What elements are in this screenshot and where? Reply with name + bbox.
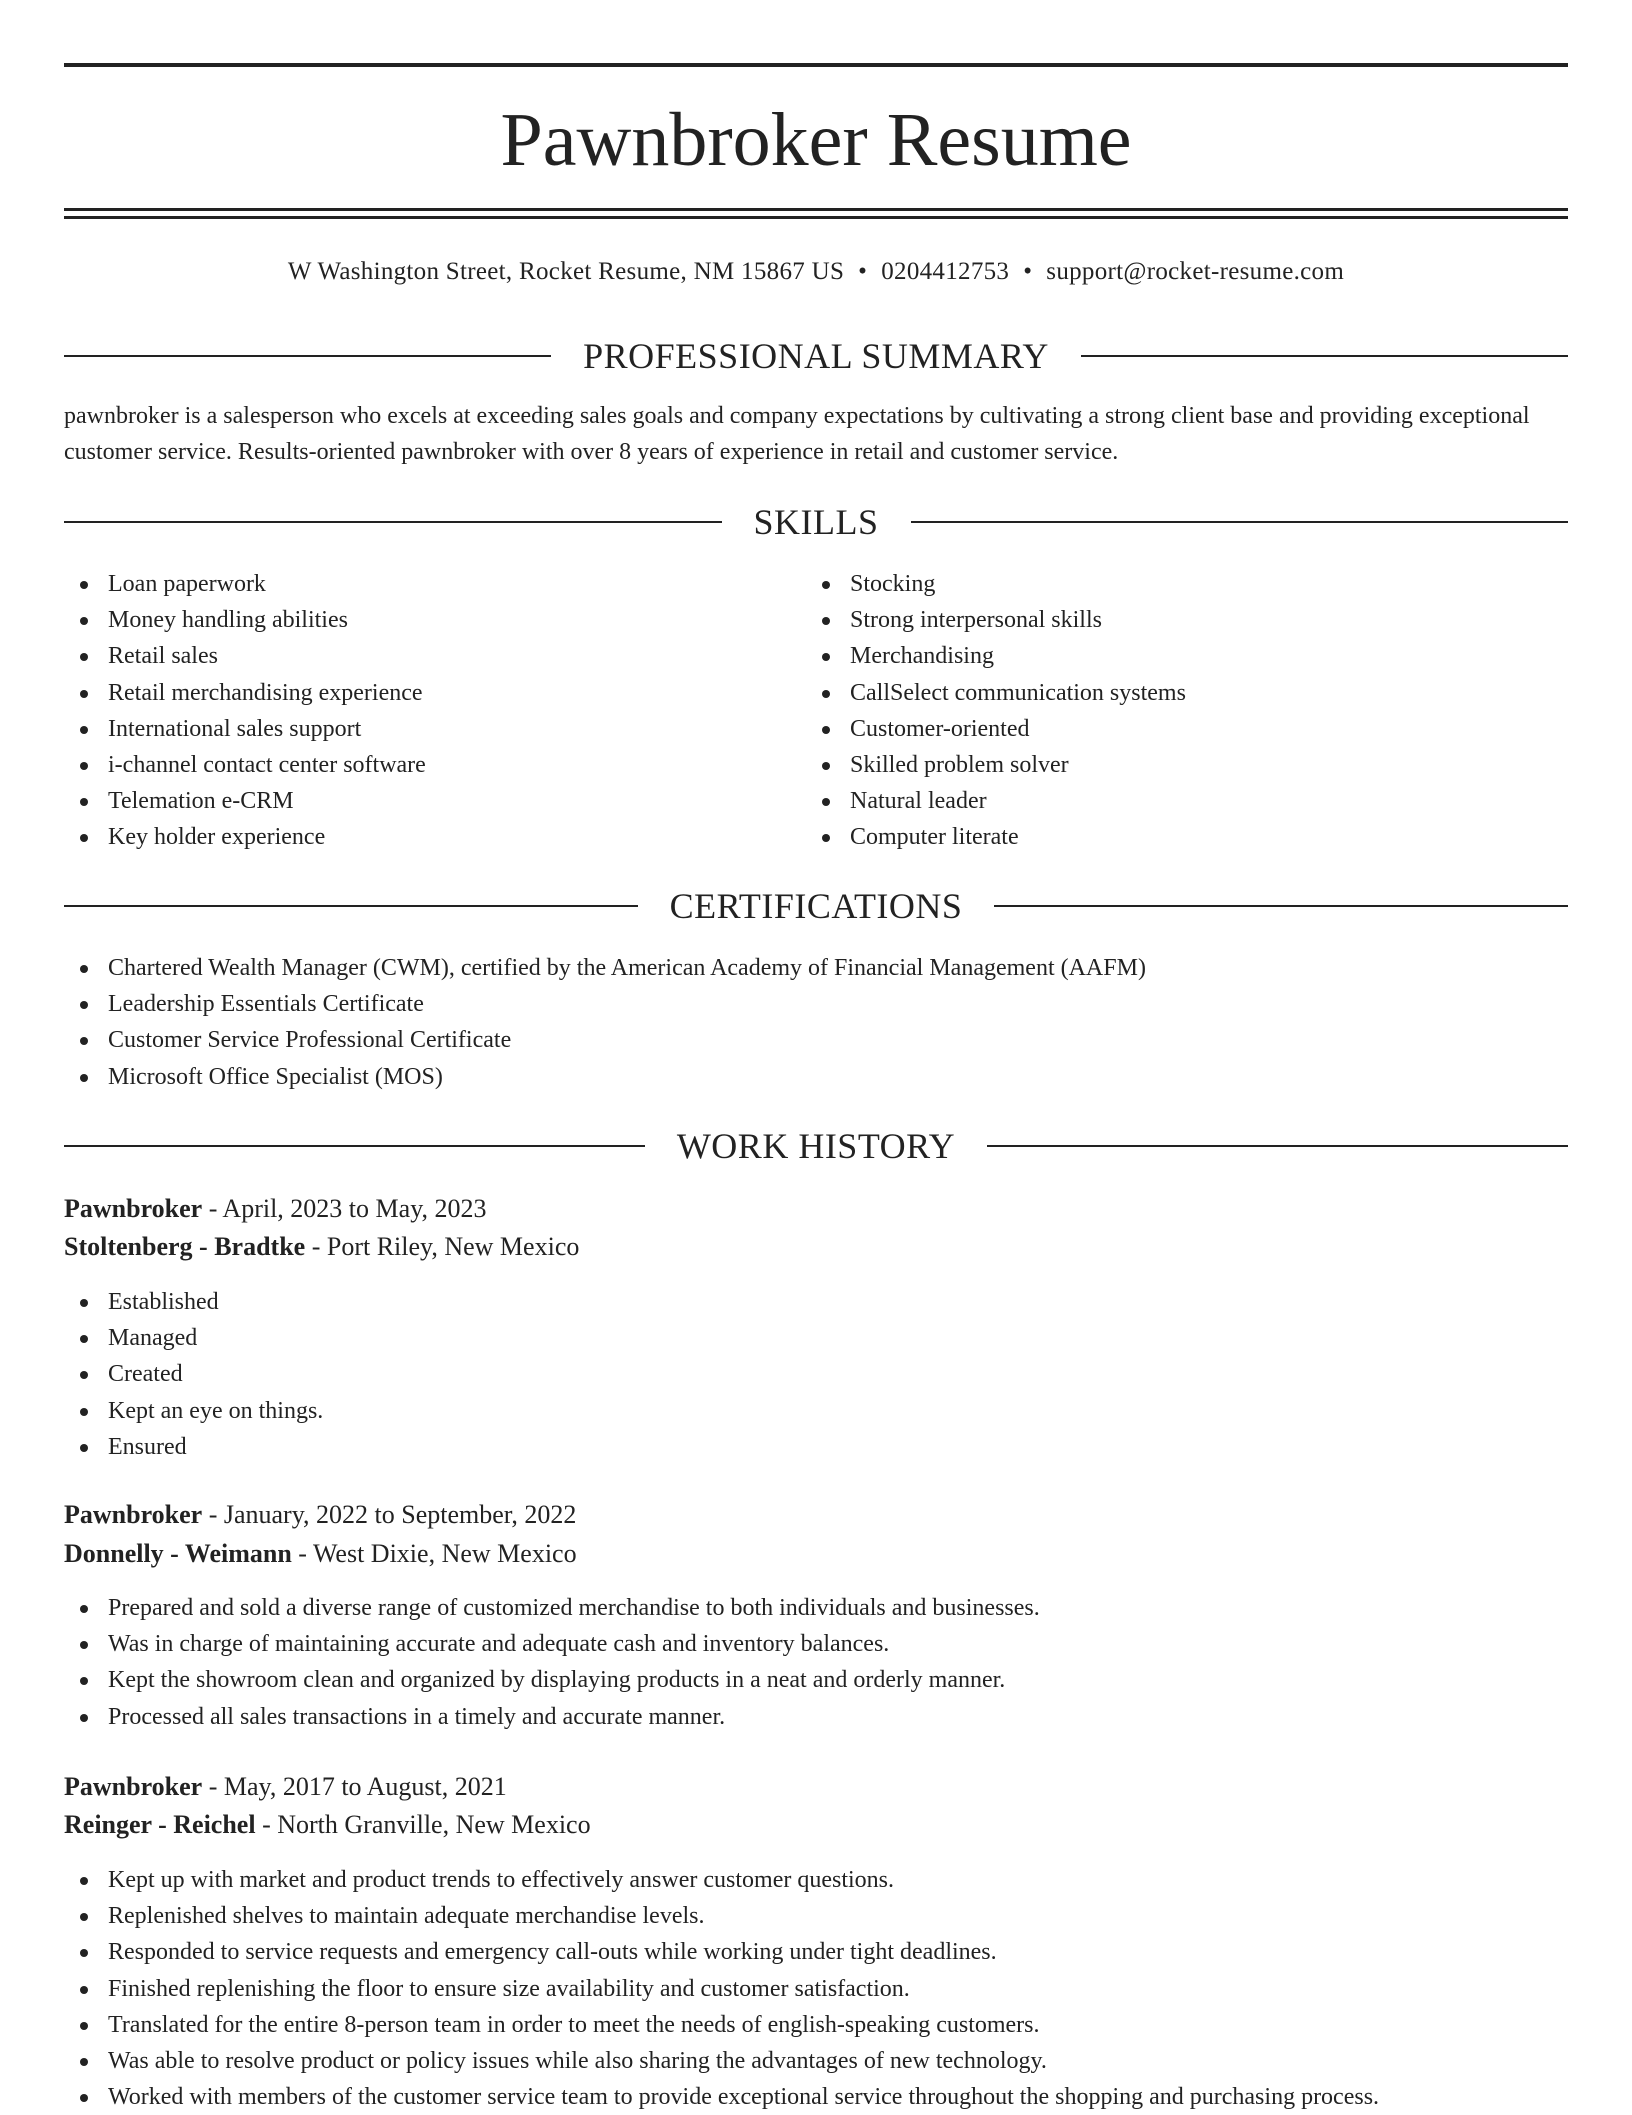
contact-separator: • [858, 258, 868, 285]
job-bullet: Kept up with market and product trends to effectively answer customer questions. [64, 1862, 1379, 1898]
job-bullet: Ensured [64, 1429, 323, 1465]
job-bullets [64, 1590, 1040, 1735]
skill-item: Computer literate [806, 819, 1186, 855]
skill-item: Natural leader [806, 783, 1186, 819]
header-rule-2 [64, 216, 1568, 219]
job-dates: - January, 2022 to September, 2022 [202, 1500, 577, 1529]
divider-line [994, 905, 1568, 907]
job-dates: - May, 2017 to August, 2021 [202, 1772, 507, 1801]
job-bullet: Kept an eye on things. [64, 1393, 323, 1429]
job-company: Donnelly - Weimann [64, 1539, 292, 1568]
contact-separator: • [1023, 258, 1033, 285]
skills-heading-label: SKILLS [753, 502, 879, 542]
contact-address: W Washington Street, Rocket Resume, NM 15867 US [287, 258, 845, 285]
job-bullets [64, 1284, 323, 1465]
job-dates: - April, 2023 to May, 2023 [202, 1194, 487, 1223]
divider-line [64, 905, 638, 907]
skill-item: Telemation e-CRM [64, 783, 426, 819]
certification-item: Leadership Essentials Certificate [64, 986, 1146, 1022]
contact-info [64, 254, 1568, 290]
summary-section-heading [64, 336, 1568, 376]
divider-line [987, 1145, 1568, 1147]
divider-line [1081, 355, 1568, 357]
job-title: Pawnbroker [64, 1772, 203, 1801]
work-history-section-heading [64, 1126, 1568, 1166]
skill-item: Stocking [806, 566, 1186, 602]
job-location: - Port Riley, New Mexico [305, 1232, 580, 1261]
job-title-line [64, 1190, 487, 1228]
job-bullets [64, 1862, 1379, 2115]
skill-item: Retail merchandising experience [64, 675, 426, 711]
skill-item: CallSelect communication systems [806, 675, 1186, 711]
divider-line [64, 521, 722, 523]
certification-item: Microsoft Office Specialist (MOS) [64, 1059, 1146, 1095]
job-company-line [64, 1806, 591, 1844]
skill-item: Merchandising [806, 638, 1186, 674]
skill-item: i-channel contact center software [64, 747, 426, 783]
skill-item: Strong interpersonal skills [806, 602, 1186, 638]
job-bullet: Was able to resolve product or policy issues while also sharing the advantages of new technology. [64, 2043, 1379, 2079]
certification-item: Customer Service Professional Certificate [64, 1022, 1146, 1058]
job-bullet: Finished replenishing the floor to ensure size availability and customer satisfaction. [64, 1971, 1379, 2007]
job-bullet: Replenished shelves to maintain adequate merchandise levels. [64, 1898, 1379, 1934]
skill-item: Skilled problem solver [806, 747, 1186, 783]
skill-item: International sales support [64, 711, 426, 747]
job-company: Stoltenberg - Bradtke [64, 1232, 306, 1261]
certifications-section-heading [64, 886, 1568, 926]
job-company-line [64, 1535, 577, 1573]
job-company: Reinger - Reichel [64, 1810, 256, 1839]
job-location: - North Granville, New Mexico [255, 1810, 591, 1839]
job-bullet: Responded to service requests and emergency call-outs while working under tight deadlines. [64, 1934, 1379, 1970]
contact-email[interactable]: support@rocket-resume.com [1046, 258, 1345, 285]
divider-line [64, 355, 551, 357]
skill-item: Key holder experience [64, 819, 426, 855]
skills-list-left [64, 566, 426, 856]
divider-line [911, 521, 1569, 523]
divider-line [64, 1145, 645, 1147]
certification-item: Chartered Wealth Manager (CWM), certified by the American Academy of Financial Management (AAFM) [64, 950, 1146, 986]
job-bullet: Was in charge of maintaining accurate and adequate cash and inventory balances. [64, 1626, 1040, 1662]
skill-item: Retail sales [64, 638, 426, 674]
certifications-heading-label: CERTIFICATIONS [669, 886, 963, 926]
job-bullet: Kept the showroom clean and organized by displaying products in a neat and orderly manner. [64, 1662, 1040, 1698]
header-top-rule [64, 63, 1568, 67]
summary-heading-label: PROFESSIONAL SUMMARY [583, 336, 1049, 376]
job-title: Pawnbroker [64, 1194, 203, 1223]
job-title: Pawnbroker [64, 1500, 203, 1529]
job-location: - West Dixie, New Mexico [291, 1539, 577, 1568]
job-bullet: Created [64, 1356, 323, 1392]
job-bullet: Managed [64, 1320, 323, 1356]
job-bullet: Translated for the entire 8-person team in order to meet the needs of english-speaking customers. [64, 2007, 1379, 2043]
page-title: Pawnbroker Resume [500, 98, 1132, 182]
job-bullet: Established [64, 1284, 323, 1320]
job-title-line [64, 1768, 507, 1806]
work-history-heading-label: WORK HISTORY [676, 1126, 956, 1166]
skills-section-heading [64, 502, 1568, 542]
skill-item: Money handling abilities [64, 602, 426, 638]
job-bullet: Worked with members of the customer service team to provide exceptional service throughout the shopping and purchasing process. [64, 2079, 1379, 2115]
skill-item: Loan paperwork [64, 566, 426, 602]
contact-phone: 0204412753 [881, 258, 1010, 285]
job-title-line [64, 1496, 576, 1534]
job-company-line [64, 1228, 579, 1266]
header-rule-1 [64, 208, 1568, 211]
skills-list-right [806, 566, 1186, 856]
job-bullet: Processed all sales transactions in a timely and accurate manner. [64, 1699, 1040, 1735]
skill-item: Customer-oriented [806, 711, 1186, 747]
summary-text: pawnbroker is a salesperson who excels at exceeding sales goals and company expectations by cultivating a strong client base and providing exceptional customer service. Results-oriented pawnbroker with over 8 years of experience in retail and customer service. [64, 403, 1530, 465]
job-bullet: Prepared and sold a diverse range of customized merchandise to both individuals and businesses. [64, 1590, 1040, 1626]
certifications-list [64, 950, 1146, 1095]
